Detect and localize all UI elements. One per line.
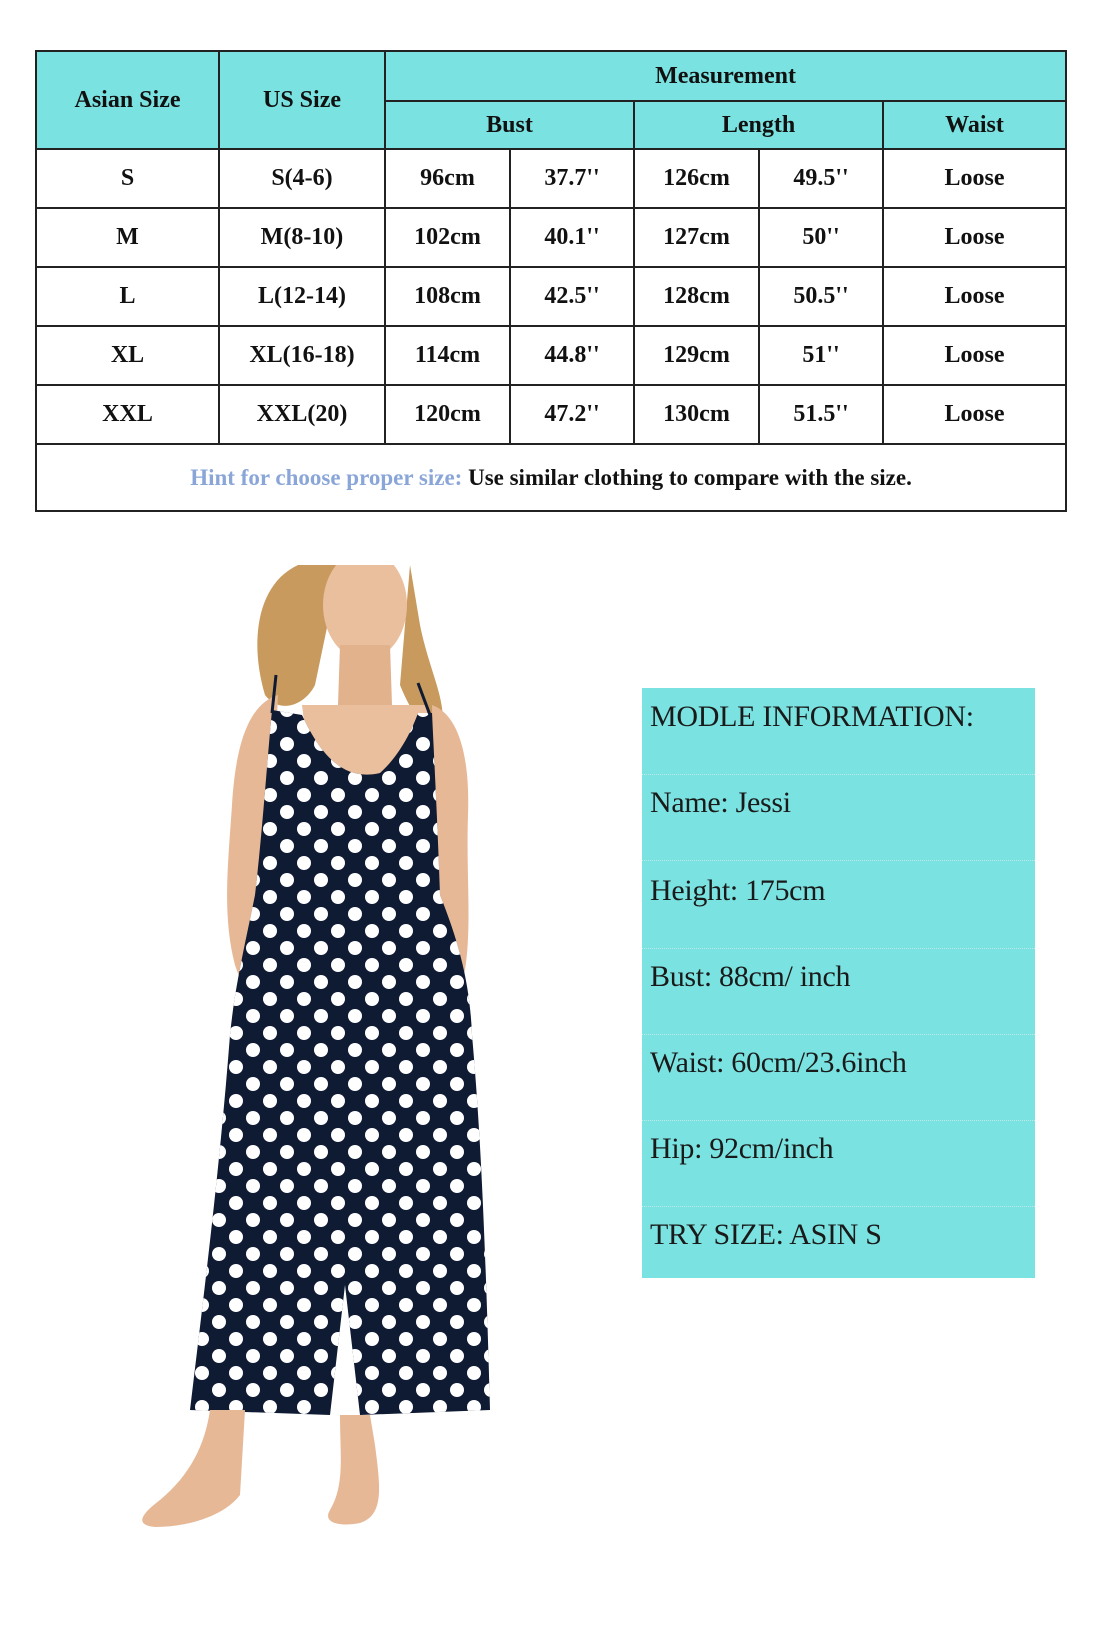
header-bust: Bust (385, 101, 634, 149)
cell-length-cm: 128cm (634, 267, 759, 326)
divider (642, 774, 1035, 775)
model-info-title: MODLE INFORMATION: (650, 700, 974, 733)
cell-length-cm: 126cm (634, 149, 759, 208)
cell-bust-inch: 47.2'' (510, 385, 634, 444)
cell-us-size: S(4-6) (219, 149, 385, 208)
cell-bust-inch: 44.8'' (510, 326, 634, 385)
cell-bust-inch: 40.1'' (510, 208, 634, 267)
model-try-size: TRY SIZE: ASIN S (650, 1218, 882, 1251)
divider (642, 1120, 1035, 1121)
cell-length-inch: 51.5'' (759, 385, 883, 444)
cell-waist: Loose (883, 385, 1066, 444)
cell-bust-cm: 96cm (385, 149, 510, 208)
neck (338, 645, 392, 705)
cell-bust-cm: 120cm (385, 385, 510, 444)
hint-text: Use similar clothing to compare with the size. (462, 464, 912, 490)
model-bust: Bust: 88cm/ inch (650, 960, 851, 993)
header-asian-size: Asian Size (36, 51, 219, 149)
cell-waist: Loose (883, 149, 1066, 208)
left-leg (142, 1410, 245, 1527)
header-us-size: US Size (219, 51, 385, 149)
cell-asian-size: L (36, 267, 219, 326)
cell-length-inch: 50.5'' (759, 267, 883, 326)
table-row (36, 208, 1066, 267)
cell-waist: Loose (883, 208, 1066, 267)
cell-us-size: L(12-14) (219, 267, 385, 326)
model-hip: Hip: 92cm/inch (650, 1132, 834, 1165)
table-row (36, 326, 1066, 385)
cell-bust-inch: 37.7'' (510, 149, 634, 208)
cell-asian-size: S (36, 149, 219, 208)
table-row (36, 385, 1066, 444)
cell-waist: Loose (883, 267, 1066, 326)
hint-label: Hint for choose proper size: (190, 464, 463, 490)
cell-asian-size: XXL (36, 385, 219, 444)
divider (642, 948, 1035, 949)
cell-bust-cm: 114cm (385, 326, 510, 385)
cell-bust-inch: 42.5'' (510, 267, 634, 326)
cell-length-inch: 50'' (759, 208, 883, 267)
cell-length-inch: 51'' (759, 326, 883, 385)
model-information-box (642, 688, 1035, 1278)
table-row (36, 267, 1066, 326)
right-leg (328, 1415, 379, 1524)
divider (642, 1034, 1035, 1035)
cell-asian-size: M (36, 208, 219, 267)
cell-waist: Loose (883, 326, 1066, 385)
model-waist: Waist: 60cm/23.6inch (650, 1046, 907, 1079)
cell-us-size: XL(16-18) (219, 326, 385, 385)
header-length: Length (634, 101, 883, 149)
model-name: Name: Jessi (650, 786, 791, 819)
cell-us-size: XXL(20) (219, 385, 385, 444)
cell-length-cm: 130cm (634, 385, 759, 444)
size-chart-table (35, 50, 1067, 512)
cell-bust-cm: 108cm (385, 267, 510, 326)
cell-length-cm: 129cm (634, 326, 759, 385)
divider (642, 1206, 1035, 1207)
cell-length-inch: 49.5'' (759, 149, 883, 208)
table-row (36, 149, 1066, 208)
divider (642, 860, 1035, 861)
model-height: Height: 175cm (650, 874, 826, 907)
cell-bust-cm: 102cm (385, 208, 510, 267)
cell-length-cm: 127cm (634, 208, 759, 267)
cell-asian-size: XL (36, 326, 219, 385)
cell-us-size: M(8-10) (219, 208, 385, 267)
hint-cell (36, 444, 1066, 511)
hint-row (36, 444, 1066, 511)
model-photo (40, 565, 560, 1590)
header-measurement: Measurement (385, 51, 1066, 101)
header-waist: Waist (883, 101, 1066, 149)
